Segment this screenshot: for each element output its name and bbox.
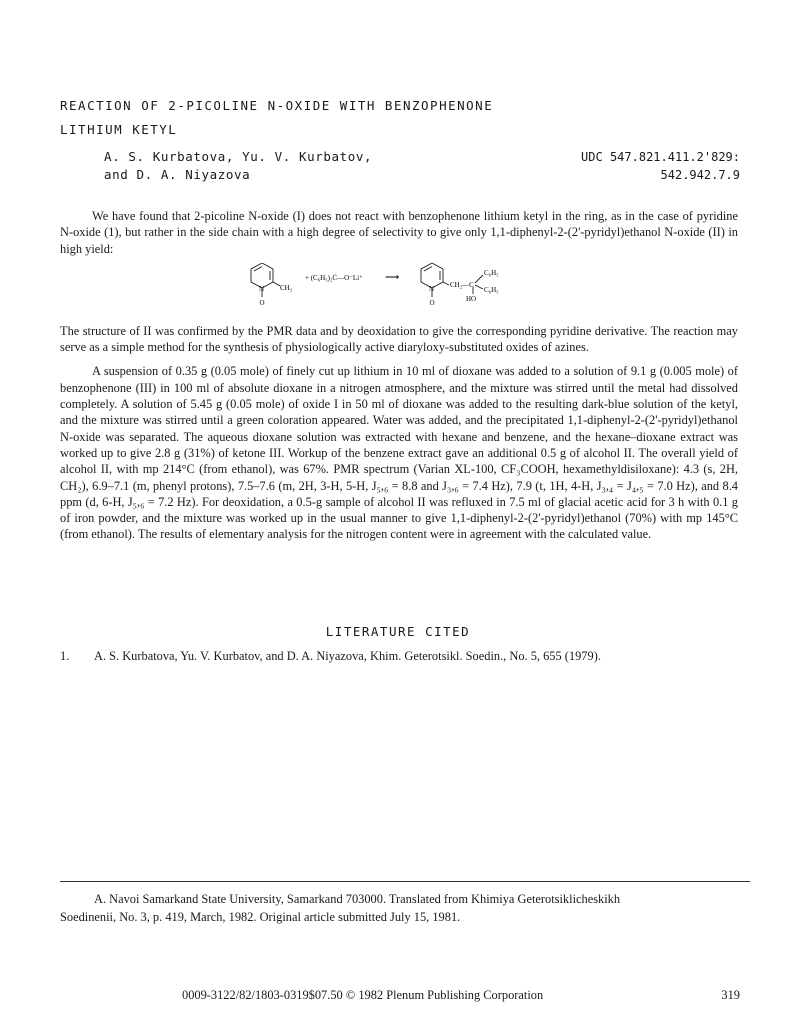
footnote-divider: [60, 881, 750, 882]
literature-heading: LITERATURE CITED: [325, 624, 471, 639]
product-hydroxyl-label: HO: [466, 294, 477, 303]
authors-line-1: A. S. Kurbatova, Yu. V. Kurbatov,: [104, 149, 373, 164]
authors: [104, 148, 372, 184]
reactant-n-label: N: [259, 284, 265, 293]
reference-item: [60, 648, 740, 664]
product-chain-label: CH₂—C: [450, 280, 474, 289]
experimental-paragraph: A suspension of 0.35 g (0.05 mole) of finely cut up lithium in 10 ml of dioxane was added to a solution of 9.1 g (0.005 mole) of benzophenone (III) in 100 ml of absolute dioxane in a nitrogen atmosphere, and the mixture was stirred until the metal had dissolved completely. A solution of 5.45 g (0.05 mole) of oxide I in 50 ml of dioxane was added to the resulting dark-blue solution of the ketyl, and the mixture was stirred until a green coloration appeared. Water was added, and the precipitated 1,1-diphenyl-2-(2'-pyridyl)ethanol N-oxide was separated. The aqueous dioxane solution was extracted with hexane and benzene, and the hexane–dioxane extract was worked up to give 2.8 g (31%) of ketone III. Workup of the benzene extract gave an additional 0.5 g of alcohol II. The overall yield of alcohol II, with mp 214°C (from ethanol), was 67%. PMR spectrum (Varian XL-100, CF₃COOH, hexamethyldisiloxane): 4.3 (s, 2H, CH₂), 6.9–7.1 (m, phenyl protons), 7.5–7.6 (m, 2H, 3-H, 5-H, J₅,₆ = 8.8 and J₃,₆ = 7.4 Hz), 7.9 (t, 1H, 4-H, J₃,₄ = J₄,₅ = 7.0 Hz), and 8.4 ppm (d, 6-H, J₅,₆ = 7.2 Hz). For deoxidation, a 0.5-g sample of alcohol II was refluxed in 7.5 ml of glacial acetic acid for 3 h with 0.1 g of iron powder, and the mixture was worked up in the usual manner to give 1,1-diphenyl-2-(2'-pyridyl)ethanol (70%) with mp 145°C (from ethanol). The results of elementary analysis for the nitrogen content were in agreement with the calculated value.: [60, 364, 738, 542]
reaction-arrow: ⟶: [385, 271, 400, 283]
product-oxide-label: O: [429, 298, 435, 307]
product-phenyl-bottom: C₆H₅: [484, 285, 499, 294]
reactant-oxide-label: O: [259, 298, 265, 307]
picoline-oxide-structure: [251, 263, 280, 297]
title-line-1: REACTION OF 2-PICOLINE N-OXIDE WITH BENZOPHENONE: [60, 98, 494, 113]
reference-text: A. S. Kurbatova, Yu. V. Kurbatov, and D. A. Niyazova, Khim. Geterotsikl. Soedin., No. 5, 655 (1979).: [94, 649, 601, 663]
footnote-line-2: Soedinenii, No. 3, p. 419, March, 1982. Original article submitted July 15, 1981.: [60, 910, 461, 924]
footnote: [60, 890, 750, 926]
authors-line-2: and D. A. Niyazova: [104, 167, 251, 182]
udc-line-1: UDC 547.821.411.2'829:: [581, 150, 740, 164]
reagent-label: + (C₆H₅)₂Ċ—O⁻Li⁺: [305, 273, 363, 282]
reaction-scheme: [239, 263, 559, 315]
reactant-methyl-label: CH₃: [280, 283, 293, 292]
product-n-label: N: [429, 284, 435, 293]
udc-line-2: 542.942.7.9: [660, 168, 740, 182]
title-line-2: LITHIUM KETYL: [60, 122, 178, 137]
reference-number: 1.: [60, 649, 70, 663]
copyright-footer: 0009-3122/82/1803-0319$07.50 © 1982 Plenum Publishing Corporation: [182, 988, 544, 1002]
article-title: [60, 94, 700, 142]
article-body: [60, 208, 738, 543]
structure-paragraph: The structure of II was confirmed by the PMR data and by deoxidation to give the corresponding pyridine derivative. The reaction may serve as a simple method for the synthesis of physiologically active diaryloxy-substituted oxides of azines.: [60, 323, 738, 355]
page-number: 319: [721, 988, 740, 1002]
udc-code: [581, 148, 740, 184]
footnote-line-1: A. Navoi Samarkand State University, Samarkand 703000. Translated from Khimiya Geterotsiklicheskikh: [94, 892, 621, 906]
intro-paragraph: We have found that 2-picoline N-oxide (I) does not react with benzophenone lithium ketyl in the ring, as in the case of pyridine N-oxide (1), but rather in the side chain with a high degree of selectivity to give only 1,1-diphenyl-2-(2'-pyridyl)ethanol N-oxide (II) in high yield:: [60, 209, 738, 256]
product-phenyl-top: C₆H₅: [484, 268, 499, 277]
